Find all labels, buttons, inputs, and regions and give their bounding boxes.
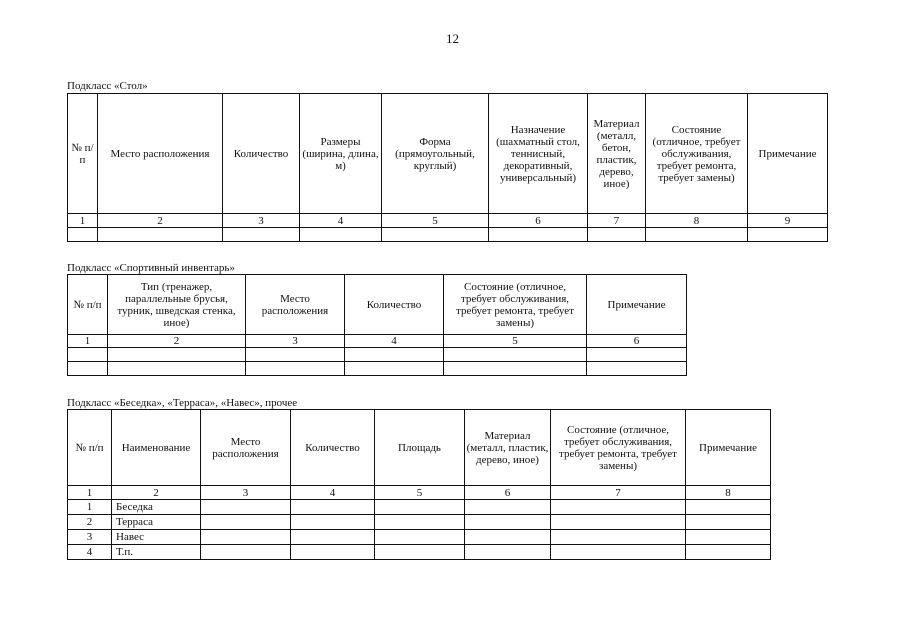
table-desk — [67, 93, 828, 242]
empty-cell — [291, 515, 375, 530]
column-number: 3 — [223, 214, 300, 228]
row-name: Терраса — [112, 515, 201, 530]
table1-header: Место расположения — [98, 94, 223, 214]
empty-cell — [465, 545, 551, 560]
empty-cell — [108, 362, 246, 376]
table-row — [68, 348, 687, 362]
empty-cell — [223, 228, 300, 242]
table1-header: Количество — [223, 94, 300, 214]
row-number: 3 — [68, 530, 112, 545]
column-number: 3 — [201, 486, 291, 500]
empty-cell — [300, 228, 382, 242]
empty-cell — [686, 545, 771, 560]
empty-cell — [291, 500, 375, 515]
column-number: 7 — [588, 214, 646, 228]
table3-caption: Подкласс «Беседка», «Терраса», «Навес», прочее — [67, 397, 298, 409]
empty-cell — [246, 362, 345, 376]
table1-header: № п/п — [68, 94, 98, 214]
empty-cell — [465, 500, 551, 515]
empty-cell — [465, 515, 551, 530]
empty-cell — [444, 362, 587, 376]
table1-header-row — [68, 94, 828, 214]
table-gazebo-terrace — [67, 409, 771, 560]
empty-cell — [465, 530, 551, 545]
table3-header: № п/п — [68, 410, 112, 486]
empty-cell — [551, 500, 686, 515]
table3-header: Количество — [291, 410, 375, 486]
table3-header: Состояние (отличное, требует обслуживания, требует ремонта, требует замены) — [551, 410, 686, 486]
table2-header: Количество — [345, 275, 444, 335]
table-row — [68, 530, 771, 545]
empty-cell — [201, 545, 291, 560]
empty-cell — [646, 228, 748, 242]
page-number: 12 — [446, 31, 459, 46]
empty-cell — [444, 348, 587, 362]
table1-header: Материал (металл, бетон, пластик, дерево, иное) — [588, 94, 646, 214]
table2-header: Примечание — [587, 275, 687, 335]
table3-header: Площадь — [375, 410, 465, 486]
empty-cell — [551, 515, 686, 530]
empty-cell — [375, 545, 465, 560]
column-number: 1 — [68, 335, 108, 348]
column-number: 3 — [246, 335, 345, 348]
table-row — [68, 500, 771, 515]
empty-cell — [246, 348, 345, 362]
column-number: 5 — [382, 214, 489, 228]
column-number: 6 — [587, 335, 687, 348]
empty-cell — [588, 228, 646, 242]
empty-cell — [68, 348, 108, 362]
table2-caption: Подкласс «Спортивный инвентарь» — [67, 262, 235, 274]
empty-cell — [686, 530, 771, 545]
empty-cell — [201, 515, 291, 530]
table-row — [68, 228, 828, 242]
row-name: Беседка — [112, 500, 201, 515]
table-sports-equipment — [67, 274, 687, 376]
table3-number-row — [68, 486, 771, 500]
column-number: 8 — [646, 214, 748, 228]
empty-cell — [382, 228, 489, 242]
table1-header: Состояние (отличное, требует обслуживания, требует ремонта, требует замены) — [646, 94, 748, 214]
empty-cell — [345, 348, 444, 362]
empty-cell — [686, 515, 771, 530]
empty-cell — [375, 500, 465, 515]
table1-number-row — [68, 214, 828, 228]
empty-cell — [587, 362, 687, 376]
table-row — [68, 362, 687, 376]
column-number: 4 — [300, 214, 382, 228]
empty-cell — [201, 500, 291, 515]
table2-header: № п/п — [68, 275, 108, 335]
table3-header-row — [68, 410, 771, 486]
empty-cell — [68, 228, 98, 242]
row-number: 4 — [68, 545, 112, 560]
column-number: 4 — [291, 486, 375, 500]
empty-cell — [108, 348, 246, 362]
table1-header: Размеры (ширина, длина, м) — [300, 94, 382, 214]
column-number: 2 — [112, 486, 201, 500]
column-number: 4 — [345, 335, 444, 348]
empty-cell — [98, 228, 223, 242]
column-number: 7 — [551, 486, 686, 500]
row-name: Навес — [112, 530, 201, 545]
table1-header: Назначение (шахматный стол, теннисный, декоративный, универсальный) — [489, 94, 588, 214]
table3-header: Материал (металл, пластик, дерево, иное) — [465, 410, 551, 486]
empty-cell — [587, 348, 687, 362]
empty-cell — [291, 545, 375, 560]
column-number: 9 — [748, 214, 828, 228]
column-number: 2 — [108, 335, 246, 348]
table3-header: Наименование — [112, 410, 201, 486]
row-number: 2 — [68, 515, 112, 530]
empty-cell — [201, 530, 291, 545]
column-number: 6 — [489, 214, 588, 228]
column-number: 5 — [375, 486, 465, 500]
row-number: 1 — [68, 500, 112, 515]
empty-cell — [375, 530, 465, 545]
empty-cell — [489, 228, 588, 242]
column-number: 1 — [68, 214, 98, 228]
empty-cell — [68, 362, 108, 376]
table1-header: Форма (прямоугольный, круглый) — [382, 94, 489, 214]
empty-cell — [291, 530, 375, 545]
empty-cell — [551, 545, 686, 560]
empty-cell — [748, 228, 828, 242]
column-number: 5 — [444, 335, 587, 348]
row-name: Т.п. — [112, 545, 201, 560]
table3-header: Примечание — [686, 410, 771, 486]
table1-caption: Подкласс «Стол» — [67, 80, 148, 92]
table2-number-row — [68, 335, 687, 348]
table-row — [68, 515, 771, 530]
table2-header: Тип (тренажер, параллельные брусья, турник, шведская стенка, иное) — [108, 275, 246, 335]
column-number: 2 — [98, 214, 223, 228]
table2-header: Состояние (отличное, требует обслуживания, требует ремонта, требует замены) — [444, 275, 587, 335]
empty-cell — [345, 362, 444, 376]
empty-cell — [551, 530, 686, 545]
table3-header: Место расположения — [201, 410, 291, 486]
empty-cell — [375, 515, 465, 530]
column-number: 1 — [68, 486, 112, 500]
column-number: 6 — [465, 486, 551, 500]
column-number: 8 — [686, 486, 771, 500]
table1-header: Примечание — [748, 94, 828, 214]
table2-header: Место расположения — [246, 275, 345, 335]
table-row — [68, 545, 771, 560]
table2-header-row — [68, 275, 687, 335]
empty-cell — [686, 500, 771, 515]
